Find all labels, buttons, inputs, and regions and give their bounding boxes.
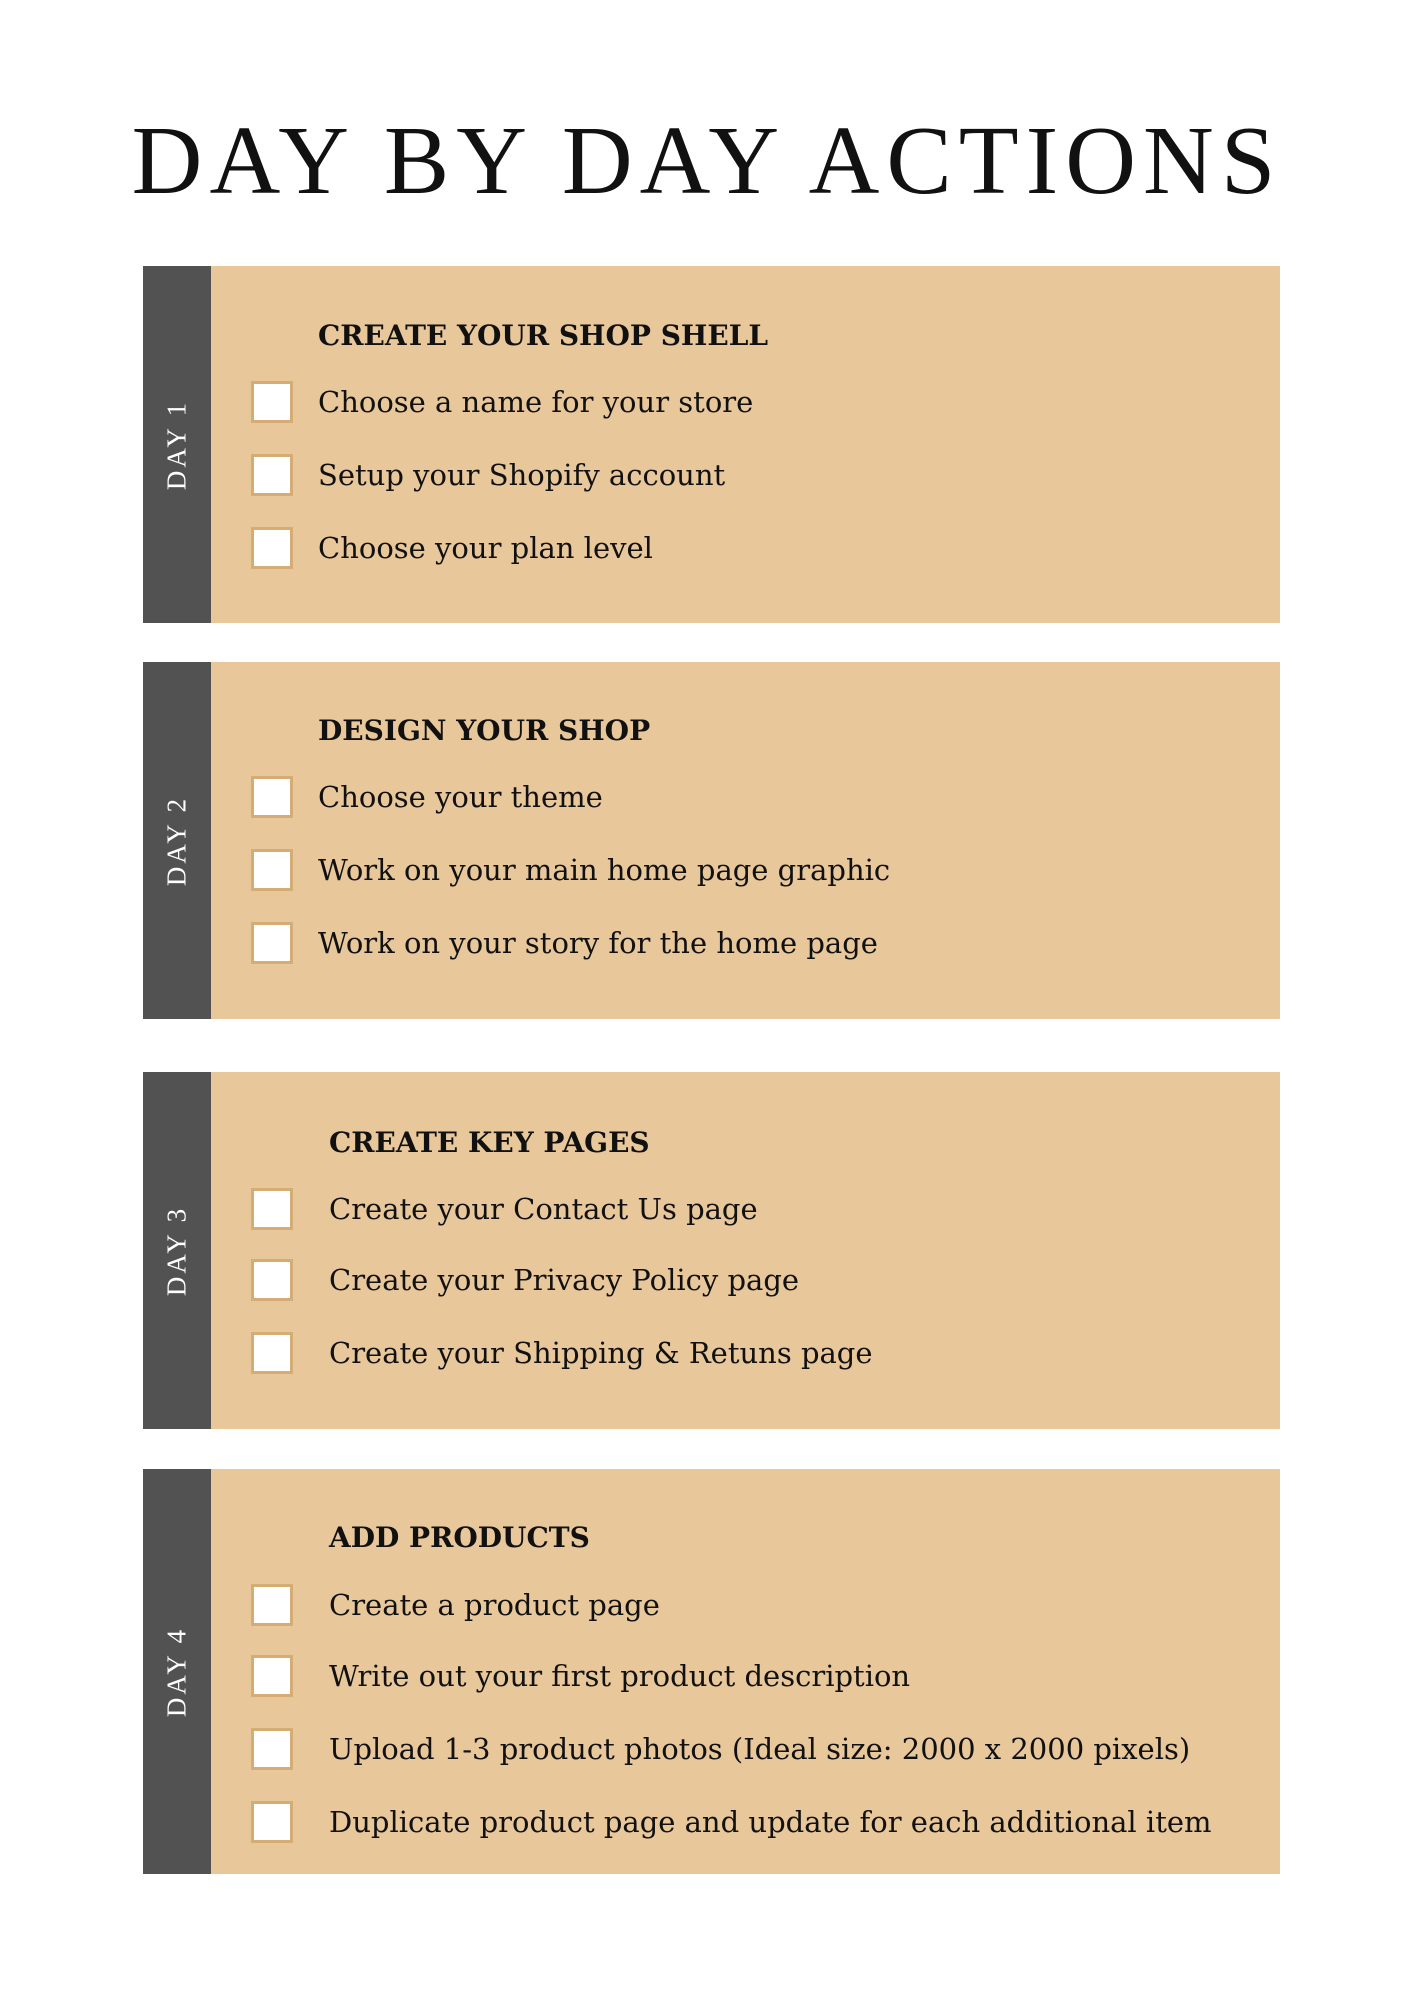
day-1-heading: CREATE YOUR SHOP SHELL [318, 319, 769, 352]
day-3-body [211, 1072, 1280, 1429]
task-row [211, 1728, 1280, 1776]
task-row [211, 1801, 1280, 1849]
task-label: Create your Privacy Policy page [329, 1263, 800, 1297]
task-checkbox[interactable] [251, 454, 293, 496]
task-row [211, 776, 1280, 824]
task-row [211, 1332, 1280, 1380]
task-row [211, 1259, 1280, 1307]
task-label: Create a product page [329, 1588, 660, 1622]
page-title: DAY BY DAY ACTIONS [131, 107, 1283, 215]
task-label: Create your Contact Us page [329, 1192, 758, 1226]
task-row [211, 381, 1280, 429]
task-label: Duplicate product page and update for each additional item [329, 1805, 1212, 1839]
task-row [211, 849, 1280, 897]
task-checkbox[interactable] [251, 1728, 293, 1770]
day-2-heading: DESIGN YOUR SHOP [318, 714, 651, 747]
day-4-card [143, 1469, 1280, 1874]
task-checkbox[interactable] [251, 849, 293, 891]
task-label: Choose your theme [318, 780, 603, 814]
task-row [211, 1584, 1280, 1632]
day-2-tab [143, 662, 211, 1019]
day-3-tab [143, 1072, 211, 1429]
task-checkbox[interactable] [251, 1801, 293, 1843]
task-checkbox[interactable] [251, 1259, 293, 1301]
task-checkbox[interactable] [251, 381, 293, 423]
task-label: Setup your Shopify account [318, 458, 726, 492]
task-label: Choose your plan level [318, 531, 653, 565]
day-2-label: DAY 2 [161, 795, 192, 886]
day-4-body [211, 1469, 1280, 1874]
task-checkbox[interactable] [251, 1188, 293, 1230]
day-3-label: DAY 3 [161, 1205, 192, 1296]
task-label: Choose a name for your store [318, 385, 754, 419]
task-label: Write out your first product description [329, 1659, 911, 1693]
task-label: Work on your main home page graphic [318, 853, 891, 887]
task-checkbox[interactable] [251, 1332, 293, 1374]
task-row [211, 527, 1280, 575]
day-1-tab [143, 266, 211, 623]
task-label: Create your Shipping & Retuns page [329, 1336, 873, 1370]
task-row [211, 1655, 1280, 1703]
task-row [211, 922, 1280, 970]
task-checkbox[interactable] [251, 776, 293, 818]
day-2-card [143, 662, 1280, 1019]
task-checkbox[interactable] [251, 922, 293, 964]
task-label: Work on your story for the home page [318, 926, 878, 960]
day-3-card [143, 1072, 1280, 1429]
day-3-heading: CREATE KEY PAGES [329, 1126, 650, 1159]
day-4-label: DAY 4 [161, 1626, 192, 1717]
day-1-body [211, 266, 1280, 623]
day-2-body [211, 662, 1280, 1019]
task-row [211, 1188, 1280, 1236]
task-row [211, 454, 1280, 502]
task-checkbox[interactable] [251, 527, 293, 569]
task-checkbox[interactable] [251, 1655, 293, 1697]
task-label: Upload 1-3 product photos (Ideal size: 2000 x 2000 pixels) [329, 1732, 1191, 1766]
day-1-label: DAY 1 [161, 399, 192, 490]
day-4-tab [143, 1469, 211, 1874]
day-4-heading: ADD PRODUCTS [329, 1521, 590, 1554]
task-checkbox[interactable] [251, 1584, 293, 1626]
day-1-card [143, 266, 1280, 623]
